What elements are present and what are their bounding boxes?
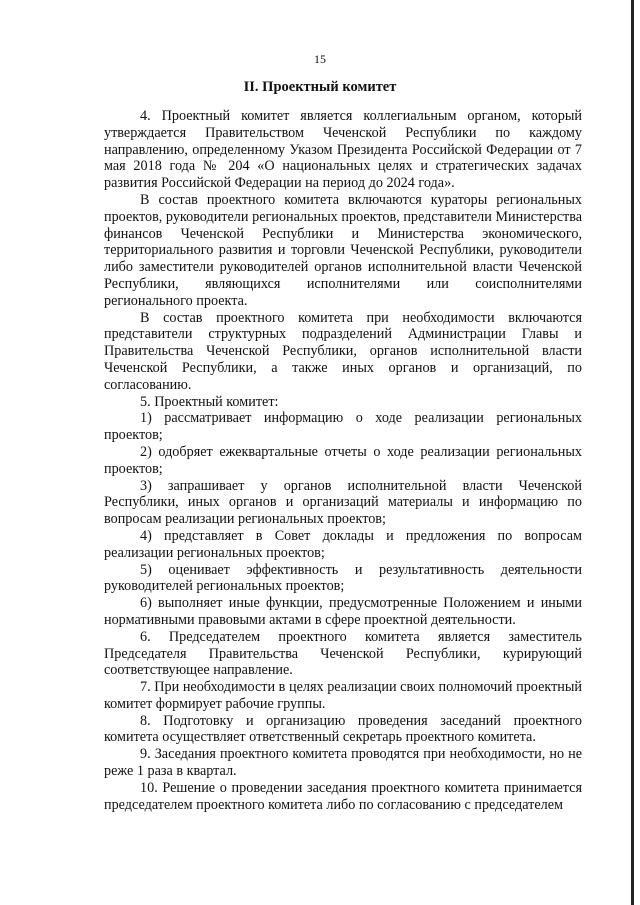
paragraph-5-item-4: 4) представляет в Совет доклады и предложения по вопросам реализации региональных проектов; [104, 527, 582, 561]
paragraph-5-item-1: 1) рассматривает информацию о ходе реализации региональных проектов; [104, 410, 582, 444]
paragraph-7: 7. При необходимости в целях реализации своих полномочий проектный комитет формирует рабочие группы. [104, 679, 582, 712]
paragraph-5-item-5: 5) оценивает эффективность и результативность деятельности руководителей региональных проектов; [104, 561, 582, 595]
paragraph-5-item-6: 6) выполняет иные функции, предусмотренные Положением и иными нормативными правовыми актами в сфере проектной деятельности. [104, 595, 582, 628]
scan-edge-line [631, 0, 634, 905]
paragraph-5-intro: 5. Проектный комитет: [140, 393, 279, 410]
paragraph-6: 6. Председателем проектного комитета является заместитель Председателя Правительства Чеченской Республики, курирующий соответствующее направление. [104, 628, 582, 679]
paragraph-9: 9. Заседания проектного комитета проводятся при необходимости, но не реже 1 раза в квартал. [104, 746, 582, 780]
document-body [104, 108, 582, 813]
paragraph-5-item-3: 3) запрашивает у органов исполнительной власти Чеченской Республики, иных органов и организаций материалы и информацию по вопросам реализации региональных проектов; [104, 477, 582, 528]
page-number: 15 [314, 52, 326, 66]
paragraph-5-item-2: 2) одобряет ежеквартальные отчеты о ходе реализации региональных проектов; [104, 443, 582, 477]
section-title: II. Проектный комитет [243, 79, 397, 95]
paragraph-8: 8. Подготовку и организацию проведения заседаний проектного комитета осуществляет ответственный секретарь проектного комитета. [104, 712, 582, 746]
paragraph-4: 4. Проектный комитет является коллегиальным органом, который утверждается Правительством Чеченской Республики по каждому направлению, определенному Указом Президента Российской Федерации от 7 мая 2018 года № 204 «О национальных целях и стратегических задачах развития Российской Федерации на период до 2024 года». [104, 108, 582, 192]
paragraph-10: 10. Решение о проведении заседания проектного комитета принимается председателем проектного комитета либо по согласованию с председателем [104, 779, 582, 813]
paragraph-committee-members: В состав проектного комитета включаются кураторы региональных проектов, руководители региональных проектов, представители Министерства финансов Чеченской Республики и Министерства экономического, территориального развития и торговли Чеченской Республики, руководители либо заместители руководителей органов исполнительной власти Чеченской Республики, являющихся исполнителями или соисполнителями регионального проекта. [104, 191, 582, 309]
paragraph-committee-optional-members: В состав проектного комитета при необходимости включаются представители структурных подразделений Администрации Главы и Правительства Чеченской Республики, органов исполнительной власти Чеченской Республики, а также иных органов и организаций, по согласованию. [104, 309, 582, 393]
